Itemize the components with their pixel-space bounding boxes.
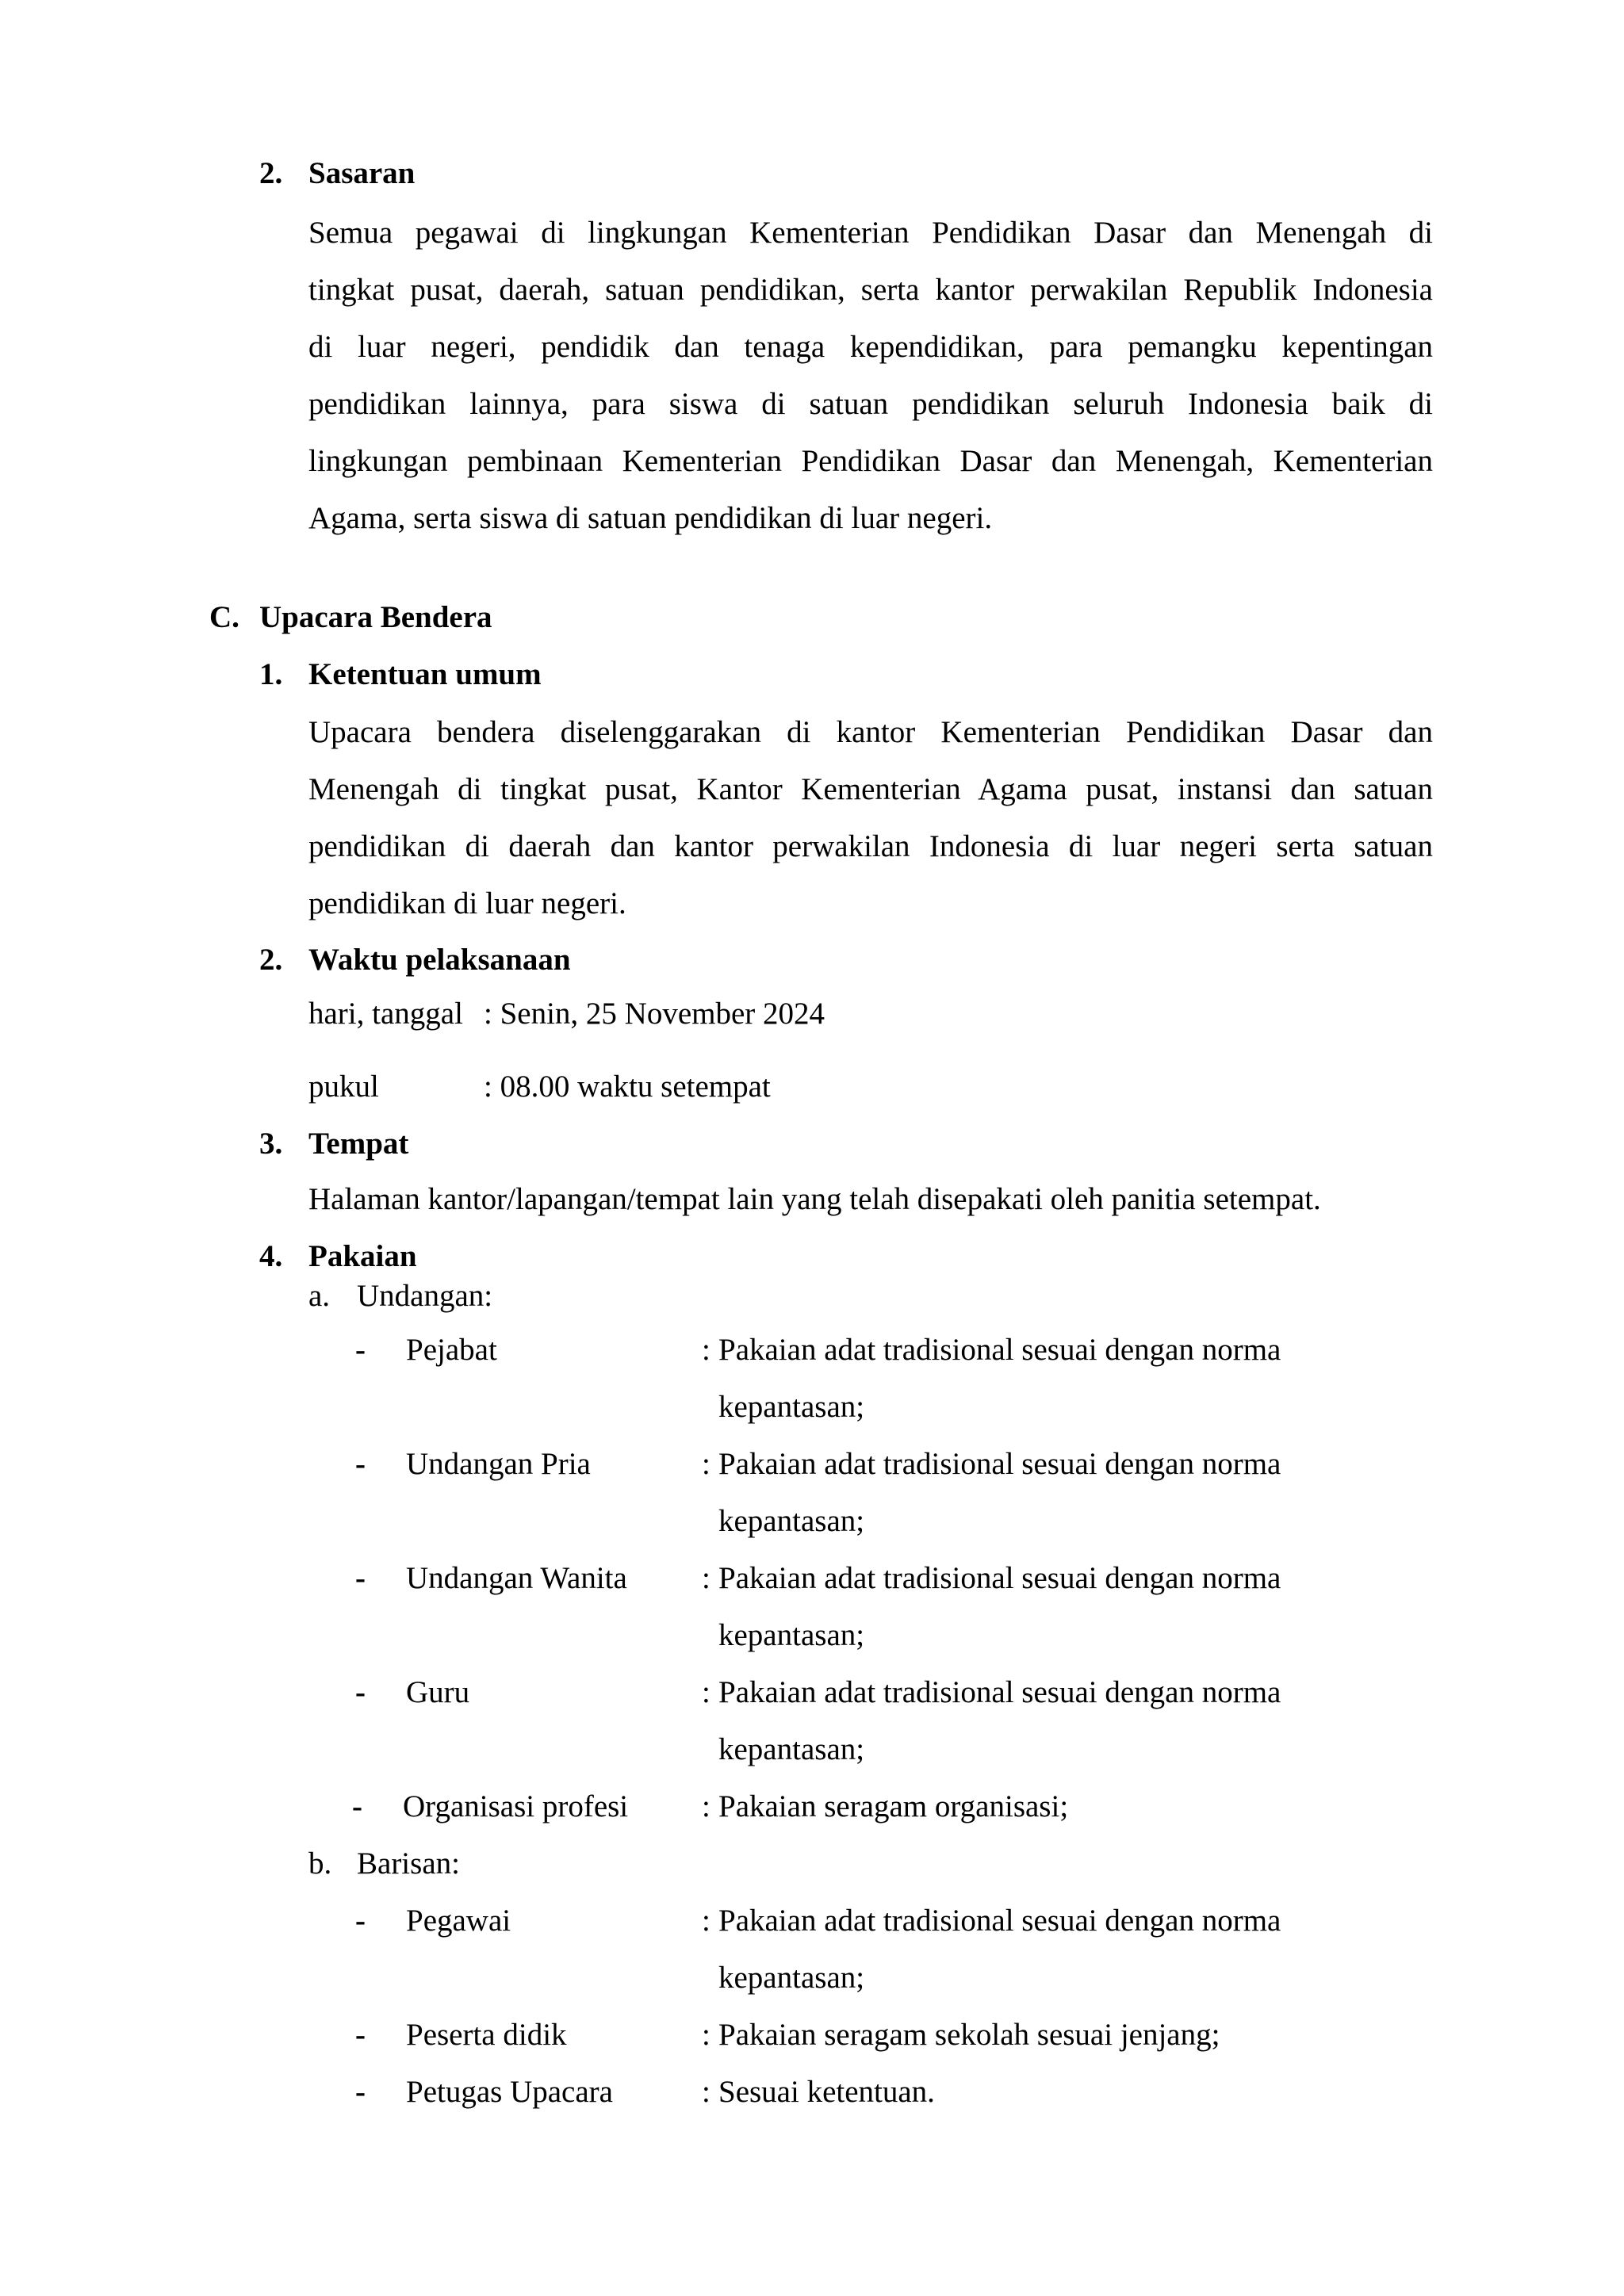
sasaran-number: 2. [259,156,283,190]
section-c-letter: C. [209,600,239,634]
barisan-letter: b. [308,1846,332,1881]
tempat-text: Halaman kantor/lapangan/tempat lain yang telah disepakati oleh panitia setempat. [308,1182,1321,1216]
paragraph-line: pendidikan di daerah dan kantor perwakilan Indonesia di luar negeri serta satuan [308,829,1433,863]
undangan-item-continuation: kepantasan; [718,1504,865,1538]
item-colon: : [702,1447,710,1481]
pakaian-heading: Pakaian [308,1239,417,1273]
ketentuan-paragraph [308,704,1433,932]
waktu-label-hari: hari, tanggal [308,997,463,1031]
list-dash: - [355,1447,366,1481]
paragraph-line: Upacara bendera diselenggarakan di kantor Kementerian Pendidikan Dasar dan [308,715,1433,749]
undangan-item-label: Undangan Pria [406,1447,591,1481]
barisan-item-continuation: kepantasan; [718,1961,865,1995]
paragraph-line: lingkungan pembinaan Kementerian Pendidikan Dasar dan Menengah, Kementerian [308,444,1433,478]
barisan-item-label: Pegawai [406,1904,511,1938]
undangan-label: Undangan: [357,1279,493,1313]
item-colon: : [702,1561,710,1595]
barisan-item-value: Pakaian adat tradisional sesuai dengan norma [718,1904,1281,1938]
waktu-value-pukul: : 08.00 waktu setempat [484,1070,771,1104]
waktu-heading: Waktu pelaksanaan [308,943,571,977]
ketentuan-number: 1. [259,657,283,691]
waktu-value-hari: : Senin, 25 November 2024 [484,997,825,1031]
barisan-item-label: Peserta didik [406,2018,567,2052]
undangan-item-value: Pakaian seragam organisasi; [718,1789,1069,1823]
undangan-item-value: Pakaian adat tradisional sesuai dengan norma [718,1561,1281,1595]
list-dash: - [352,1789,362,1823]
list-dash: - [355,1333,366,1367]
item-colon: : [702,1904,710,1938]
item-colon: : [702,2075,710,2109]
waktu-number: 2. [259,943,283,977]
barisan-item-label: Petugas Upacara [406,2075,613,2109]
paragraph-line: pendidikan di luar negeri. [308,886,626,920]
undangan-item-value: Pakaian adat tradisional sesuai dengan norma [718,1675,1281,1709]
paragraph-line: Menengah di tingkat pusat, Kantor Kementerian Agama pusat, instansi dan satuan [308,772,1433,806]
paragraph-line: pendidikan lainnya, para siswa di satuan pendidikan seluruh Indonesia baik di [308,387,1433,421]
pakaian-number: 4. [259,1239,283,1273]
undangan-item-continuation: kepantasan; [718,1732,865,1766]
section-c-heading: Upacara Bendera [259,600,492,634]
list-dash: - [355,2018,366,2052]
undangan-item-continuation: kepantasan; [718,1618,865,1652]
undangan-item-label: Undangan Wanita [406,1561,627,1595]
undangan-item-label: Organisasi profesi [403,1789,629,1823]
barisan-item-value: Pakaian seragam sekolah sesuai jenjang; [718,2018,1220,2052]
paragraph-line: Semua pegawai di lingkungan Kementerian Pendidikan Dasar dan Menengah di [308,216,1433,250]
undangan-item-label: Guru [406,1675,470,1709]
list-dash: - [355,1561,366,1595]
undangan-item-value: Pakaian adat tradisional sesuai dengan norma [718,1447,1281,1481]
list-dash: - [355,2075,366,2109]
barisan-item-value: Sesuai ketentuan. [718,2075,935,2109]
undangan-item-label: Pejabat [406,1333,497,1367]
paragraph-line: Agama, serta siswa di satuan pendidikan di luar negeri. [308,501,993,535]
undangan-item-continuation: kepantasan; [718,1390,865,1424]
list-dash: - [355,1904,366,1938]
undangan-item-value: Pakaian adat tradisional sesuai dengan norma [718,1333,1281,1367]
list-dash: - [355,1675,366,1709]
barisan-label: Barisan: [357,1846,460,1881]
undangan-letter: a. [308,1279,331,1313]
sasaran-heading: Sasaran [308,156,416,190]
tempat-number: 3. [259,1127,283,1161]
ketentuan-heading: Ketentuan umum [308,657,542,691]
tempat-heading: Tempat [308,1127,409,1161]
item-colon: : [702,1333,710,1367]
paragraph-line: tingkat pusat, daerah, satuan pendidikan, serta kantor perwakilan Republik Indonesia [308,273,1433,307]
item-colon: : [702,2018,710,2052]
sasaran-paragraph [308,205,1433,547]
paragraph-line: di luar negeri, pendidik dan tenaga kependidikan, para pemangku kepentingan [308,330,1433,364]
waktu-label-pukul: pukul [308,1070,379,1104]
item-colon: : [702,1789,710,1823]
item-colon: : [702,1675,710,1709]
